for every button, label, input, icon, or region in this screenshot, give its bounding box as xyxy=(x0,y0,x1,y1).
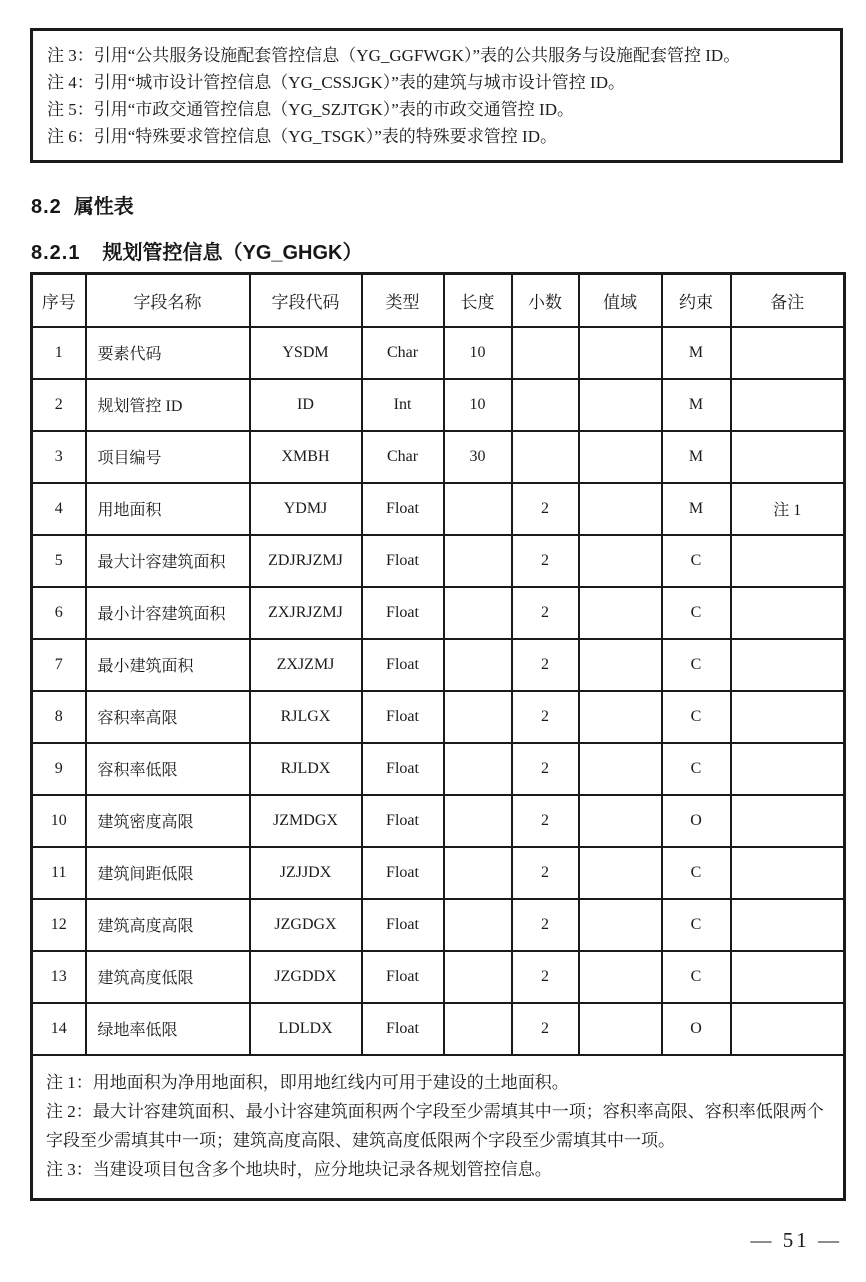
table-cell: 7 xyxy=(32,639,86,691)
table-cell: 10 xyxy=(444,379,512,431)
table-cell: ZXJRJZMJ xyxy=(250,587,362,639)
table-cell: 建筑高度高限 xyxy=(86,899,250,951)
table-cell xyxy=(579,691,662,743)
table-cell: ZXJZMJ xyxy=(250,639,362,691)
table-cell: RJLGX xyxy=(250,691,362,743)
header-cell: 约束 xyxy=(662,274,731,327)
table-cell xyxy=(579,951,662,1003)
table-row xyxy=(32,743,845,795)
table-row xyxy=(32,379,845,431)
table-cell: 2 xyxy=(512,847,579,899)
table-cell: 2 xyxy=(512,639,579,691)
table-cell xyxy=(444,899,512,951)
note-line: 注 6：引用“特殊要求管控信息（YG_TSGK）”表的特殊要求管控 ID。 xyxy=(47,127,557,146)
table-cell xyxy=(579,847,662,899)
table-row xyxy=(32,431,845,483)
table-cell: Int xyxy=(362,379,444,431)
table-cell: 容积率高限 xyxy=(86,691,250,743)
table-cell: 绿地率低限 xyxy=(86,1003,250,1055)
table-cell: 30 xyxy=(444,431,512,483)
note-line: 注 3：引用“公共服务设施配套管控信息（YG_GGFWGK）”表的公共服务与设施配套管控 ID。 xyxy=(47,46,741,65)
table-cell: Float xyxy=(362,795,444,847)
table-cell: 建筑高度低限 xyxy=(86,951,250,1003)
table-cell xyxy=(579,899,662,951)
table-cell: M xyxy=(662,379,731,431)
table-cell: JZJJDX xyxy=(250,847,362,899)
subsection-heading xyxy=(31,236,363,265)
table-row xyxy=(32,639,845,691)
table-cell xyxy=(731,899,845,951)
table-body xyxy=(32,327,845,1055)
header-cell: 备注 xyxy=(731,274,845,327)
table-cell xyxy=(579,639,662,691)
table-cell xyxy=(579,535,662,587)
table-cell: 规划管控 ID xyxy=(86,379,250,431)
table-cell xyxy=(444,483,512,535)
table-cell: Float xyxy=(362,951,444,1003)
table-cell: C xyxy=(662,847,731,899)
table-row xyxy=(32,1003,845,1055)
table-cell: RJLDX xyxy=(250,743,362,795)
table-cell: 2 xyxy=(512,743,579,795)
table-cell xyxy=(444,795,512,847)
note-line: 注 5：引用“市政交通管控信息（YG_SZJTGK）”表的市政交通管控 ID。 xyxy=(47,100,574,119)
footnote-line: 注 3：当建设项目包含多个地块时，应分地块记录各规划管控信息。 xyxy=(46,1159,552,1179)
table-cell: C xyxy=(662,899,731,951)
table-cell xyxy=(731,743,845,795)
table-cell: C xyxy=(662,951,731,1003)
table-cell xyxy=(579,483,662,535)
table-cell: 建筑间距低限 xyxy=(86,847,250,899)
table-cell: C xyxy=(662,535,731,587)
table-cell xyxy=(731,847,845,899)
table-cell: 2 xyxy=(512,1003,579,1055)
table-cell: 2 xyxy=(512,535,579,587)
header-cell: 小数 xyxy=(512,274,579,327)
header-cell: 字段代码 xyxy=(250,274,362,327)
table-cell: C xyxy=(662,691,731,743)
table-cell: Float xyxy=(362,899,444,951)
table-row xyxy=(32,535,845,587)
table-cell: 2 xyxy=(512,795,579,847)
table-cell: M xyxy=(662,327,731,379)
header-cell: 类型 xyxy=(362,274,444,327)
table-cell: Float xyxy=(362,691,444,743)
table-cell xyxy=(444,587,512,639)
table-cell: Char xyxy=(362,327,444,379)
table-cell xyxy=(444,1003,512,1055)
table-cell xyxy=(512,327,579,379)
table-cell xyxy=(444,743,512,795)
footnote-line: 注 1：用地面积为净用地面积，即用地红线内可用于建设的土地面积。 xyxy=(46,1072,569,1092)
table-row xyxy=(32,691,845,743)
table-cell: 14 xyxy=(32,1003,86,1055)
table-cell: 用地面积 xyxy=(86,483,250,535)
section-title: 属性表 xyxy=(73,196,134,218)
subsection-number: 8.2.1 xyxy=(31,242,81,264)
table-row xyxy=(32,483,845,535)
table-cell: 2 xyxy=(512,483,579,535)
table-cell: O xyxy=(662,795,731,847)
table-cell: Float xyxy=(362,587,444,639)
table-cell: 建筑密度高限 xyxy=(86,795,250,847)
subsection-title: 规划管控信息（YG_GHGK） xyxy=(102,242,363,264)
table-cell xyxy=(444,535,512,587)
table-cell: JZMDGX xyxy=(250,795,362,847)
table-cell xyxy=(731,639,845,691)
table-cell: Float xyxy=(362,743,444,795)
table-cell: 要素代码 xyxy=(86,327,250,379)
table-cell xyxy=(444,639,512,691)
table-footnotes xyxy=(32,1055,845,1200)
footnote-line: 注 2：最大计容建筑面积、最小计容建筑面积两个字段至少需填其中一项；容积率高限、容积率低限两个字段至少需填其中一项；建筑高度高限、建筑高度低限两个字段至少需填其中一项。 xyxy=(46,1101,824,1150)
header-cell: 值域 xyxy=(579,274,662,327)
table-cell: 2 xyxy=(32,379,86,431)
table-row xyxy=(32,847,845,899)
table-cell: XMBH xyxy=(250,431,362,483)
table-cell: O xyxy=(662,1003,731,1055)
table-cell: Float xyxy=(362,639,444,691)
table-row xyxy=(32,327,845,379)
section-number: 8.2 xyxy=(31,196,62,218)
table-cell: C xyxy=(662,587,731,639)
table-cell: C xyxy=(662,743,731,795)
table-cell: 2 xyxy=(512,899,579,951)
table-cell xyxy=(444,951,512,1003)
table-cell: ID xyxy=(250,379,362,431)
header-cell: 字段名称 xyxy=(86,274,250,327)
table-cell xyxy=(444,847,512,899)
table-cell: ZDJRJZMJ xyxy=(250,535,362,587)
top-notes-box xyxy=(30,28,843,163)
note-line: 注 4：引用“城市设计管控信息（YG_CSSJGK）”表的建筑与城市设计管控 ID。 xyxy=(47,73,625,92)
table-cell: 2 xyxy=(512,587,579,639)
table-cell: 注 1 xyxy=(731,483,845,535)
table-cell xyxy=(512,431,579,483)
table-cell: Float xyxy=(362,1003,444,1055)
table-cell: LDLDX xyxy=(250,1003,362,1055)
table-cell: JZGDGX xyxy=(250,899,362,951)
table-cell xyxy=(731,379,845,431)
table-cell: 容积率低限 xyxy=(86,743,250,795)
table-cell: Float xyxy=(362,535,444,587)
table-cell xyxy=(731,535,845,587)
table-cell: 最小建筑面积 xyxy=(86,639,250,691)
table-cell: 10 xyxy=(32,795,86,847)
table-row xyxy=(32,899,845,951)
table-cell xyxy=(579,379,662,431)
table-cell: 2 xyxy=(512,691,579,743)
section-heading xyxy=(31,190,134,219)
table-cell: 5 xyxy=(32,535,86,587)
table-cell xyxy=(731,691,845,743)
table-cell: JZGDDX xyxy=(250,951,362,1003)
table-cell: 2 xyxy=(512,951,579,1003)
table-cell: 最小计容建筑面积 xyxy=(86,587,250,639)
table-cell: Char xyxy=(362,431,444,483)
table-row xyxy=(32,587,845,639)
table-cell xyxy=(731,1003,845,1055)
table-cell: YDMJ xyxy=(250,483,362,535)
table-cell: C xyxy=(662,639,731,691)
table-cell: 3 xyxy=(32,431,86,483)
table-cell: 10 xyxy=(444,327,512,379)
table-cell xyxy=(579,795,662,847)
table-header-row xyxy=(32,274,845,327)
table-cell: 9 xyxy=(32,743,86,795)
table-cell: 13 xyxy=(32,951,86,1003)
attribute-table xyxy=(30,272,846,1201)
table-cell: M xyxy=(662,483,731,535)
table-cell xyxy=(579,743,662,795)
table-cell xyxy=(731,327,845,379)
header-cell: 序号 xyxy=(32,274,86,327)
table-cell: 最大计容建筑面积 xyxy=(86,535,250,587)
table-cell: YSDM xyxy=(250,327,362,379)
page-number: — 51 — xyxy=(750,1228,842,1252)
table-cell xyxy=(731,431,845,483)
table-cell: 8 xyxy=(32,691,86,743)
table-cell: 项目编号 xyxy=(86,431,250,483)
table-cell xyxy=(731,951,845,1003)
table-cell: Float xyxy=(362,847,444,899)
table-cell: 11 xyxy=(32,847,86,899)
table-cell: 6 xyxy=(32,587,86,639)
table-cell: Float xyxy=(362,483,444,535)
table-cell xyxy=(444,691,512,743)
table-cell xyxy=(731,587,845,639)
table-cell xyxy=(579,1003,662,1055)
table-cell: 12 xyxy=(32,899,86,951)
table-footnotes-row xyxy=(32,1055,845,1200)
table-cell: M xyxy=(662,431,731,483)
table-cell xyxy=(579,587,662,639)
table-cell: 1 xyxy=(32,327,86,379)
table-cell: 4 xyxy=(32,483,86,535)
table-row xyxy=(32,795,845,847)
table-cell xyxy=(579,431,662,483)
table-cell xyxy=(512,379,579,431)
table-row xyxy=(32,951,845,1003)
table-cell xyxy=(731,795,845,847)
table-cell xyxy=(579,327,662,379)
header-cell: 长度 xyxy=(444,274,512,327)
